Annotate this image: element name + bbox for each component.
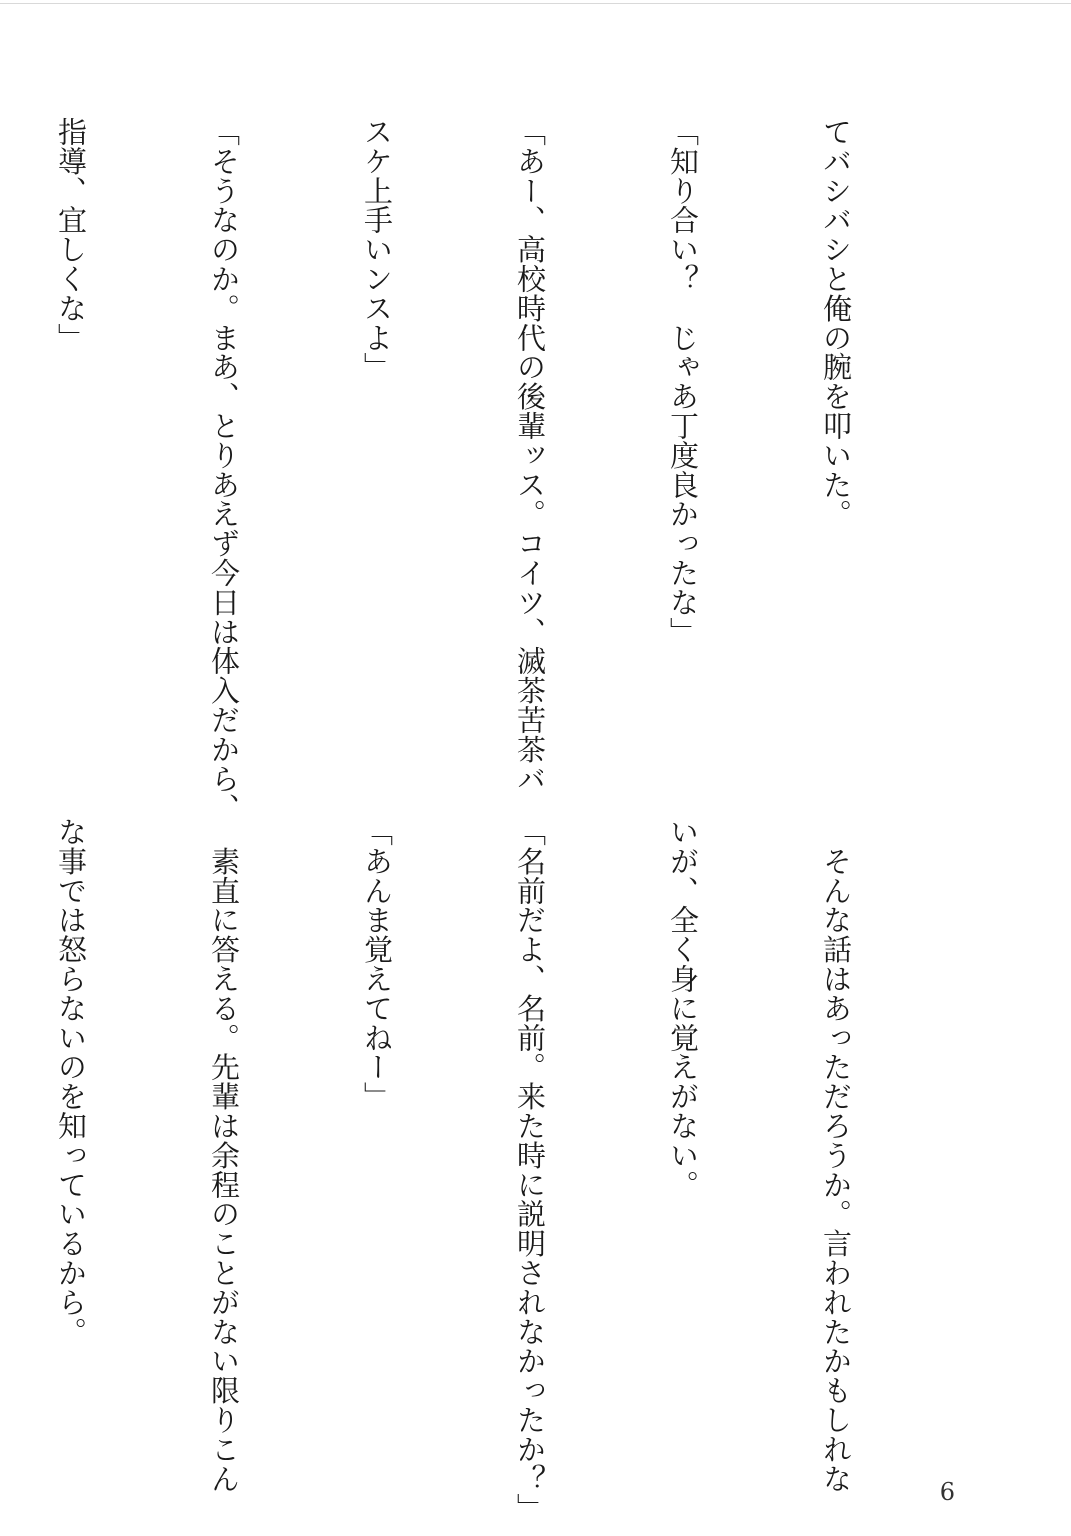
text-line: 素直に答える。先輩は余程のことがない限りこん <box>207 817 241 1494</box>
lower-text-block <box>54 817 963 1523</box>
upper-text-block <box>54 117 963 823</box>
text-line: スケ上手いンスよ」 <box>360 117 394 382</box>
text-line: 指導、宜しくな」 <box>54 117 88 353</box>
text-line: 「そうなのか。まあ、とりあえず今日は体入だから、 <box>207 117 241 823</box>
text-line: な事では怒らないのを知っているから。 <box>54 817 88 1347</box>
text-line: 「あんま覚えてねー」 <box>360 817 394 1111</box>
text-line: 「名前だよ、名前。来た時に説明されなかったか？」 <box>513 817 547 1523</box>
text-line: 「あー、高校時代の後輩ッス。コイツ、滅茶苦茶バ <box>513 117 547 794</box>
text-line: 「知り合い？ じゃあ丁度良かったな」 <box>666 117 700 647</box>
text-line: いが、全く身に覚えがない。 <box>666 817 700 1200</box>
text-line: てバシバシと俺の腕を叩いた。 <box>819 117 853 529</box>
page-number: 6 <box>939 1478 955 1506</box>
text-line: そんな話はあっただろうか。言われたかもしれな <box>819 817 853 1494</box>
